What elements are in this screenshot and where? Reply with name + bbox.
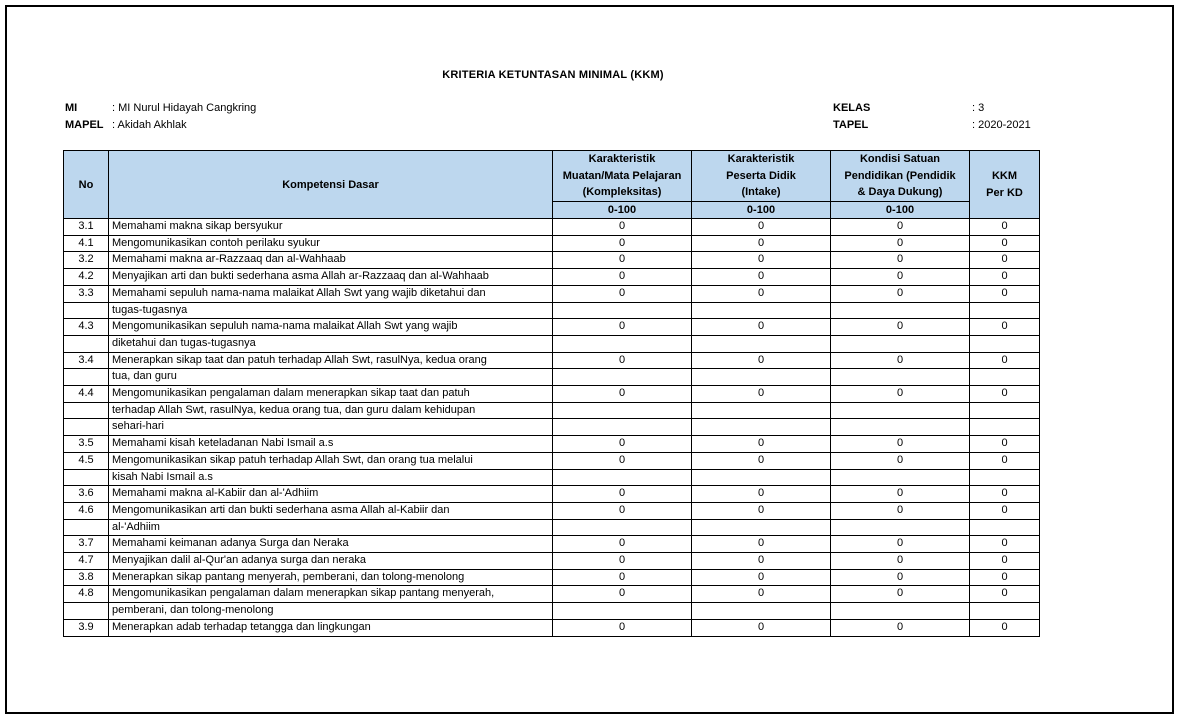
table-row: [64, 586, 1040, 603]
row-kompetensi-dasar: Memahami kisah keteladanan Nabi Ismail a.s: [109, 436, 553, 453]
row-kompleksitas: 0: [553, 436, 692, 453]
row-intake: 0: [692, 619, 831, 636]
kkm-table: [63, 150, 1040, 637]
row-intake: 0: [692, 502, 831, 519]
row-kkm: [970, 335, 1040, 352]
row-kompleksitas: 0: [553, 352, 692, 369]
row-daya-dukung: 0: [831, 502, 970, 519]
header-c3: [831, 151, 970, 202]
row-kkm: 0: [970, 436, 1040, 453]
row-kompleksitas: 0: [553, 219, 692, 236]
row-kompleksitas: 0: [553, 319, 692, 336]
row-no: [64, 603, 109, 620]
row-kkm: 0: [970, 386, 1040, 403]
row-kompetensi-dasar: diketahui dan tugas-tugasnya: [109, 335, 553, 352]
row-kkm: 0: [970, 235, 1040, 252]
row-kkm: 0: [970, 486, 1040, 503]
row-no: [64, 519, 109, 536]
table-row: [64, 369, 1040, 386]
row-daya-dukung: 0: [831, 586, 970, 603]
row-daya-dukung: [831, 302, 970, 319]
row-intake: [692, 419, 831, 436]
row-no: 3.5: [64, 436, 109, 453]
header-no: No: [64, 151, 109, 219]
row-kkm: 0: [970, 536, 1040, 553]
header-kkm-line1: KKM: [991, 170, 1018, 182]
row-daya-dukung: [831, 402, 970, 419]
row-no: 4.3: [64, 319, 109, 336]
table-row: [64, 419, 1040, 436]
header-c2-line1: Karakteristik: [727, 153, 795, 166]
row-kompetensi-dasar: Memahami makna ar-Razzaaq dan al-Wahhaab: [109, 252, 553, 269]
row-daya-dukung: [831, 519, 970, 536]
table-row: [64, 319, 1040, 336]
row-intake: 0: [692, 235, 831, 252]
row-kompleksitas: 0: [553, 619, 692, 636]
row-kompetensi-dasar: tugas-tugasnya: [109, 302, 553, 319]
row-no: [64, 369, 109, 386]
table-row: [64, 302, 1040, 319]
row-intake: 0: [692, 285, 831, 302]
row-kompetensi-dasar: Mengomunikasikan pengalaman dalam menerapkan sikap taat dan patuh: [109, 386, 553, 403]
row-intake: [692, 369, 831, 386]
row-daya-dukung: 0: [831, 269, 970, 286]
row-kkm: 0: [970, 252, 1040, 269]
row-daya-dukung: 0: [831, 619, 970, 636]
row-kkm: [970, 419, 1040, 436]
table-row: [64, 553, 1040, 570]
table-row: [64, 619, 1040, 636]
row-daya-dukung: 0: [831, 352, 970, 369]
row-intake: [692, 469, 831, 486]
mapel-value: : Akidah Akhlak: [112, 119, 187, 131]
meta-tapel: [833, 119, 1031, 131]
row-kompleksitas: [553, 419, 692, 436]
row-no: 3.1: [64, 219, 109, 236]
row-kompleksitas: 0: [553, 569, 692, 586]
row-kkm: [970, 519, 1040, 536]
header-c3-line3: & Daya Dukung): [857, 186, 943, 199]
kelas-label: KELAS: [833, 102, 871, 114]
row-kkm: [970, 603, 1040, 620]
row-no: 4.1: [64, 235, 109, 252]
row-no: 3.9: [64, 619, 109, 636]
row-no: 4.7: [64, 553, 109, 570]
row-kompleksitas: 0: [553, 486, 692, 503]
row-kompetensi-dasar: Memahami makna al-Kabiir dan al-'Adhiim: [109, 486, 553, 503]
row-daya-dukung: 0: [831, 553, 970, 570]
table-row: [64, 219, 1040, 236]
row-no: [64, 302, 109, 319]
row-kompleksitas: 0: [553, 285, 692, 302]
row-kompetensi-dasar: pemberani, dan tolong-menolong: [109, 603, 553, 620]
table-row: [64, 352, 1040, 369]
row-kkm: 0: [970, 352, 1040, 369]
row-no: 4.2: [64, 269, 109, 286]
row-kompetensi-dasar: Menerapkan sikap pantang menyerah, pemberani, dan tolong-menolong: [109, 569, 553, 586]
row-kompetensi-dasar: Mengomunikasikan arti dan bukti sederhana asma Allah al-Kabiir dan: [109, 502, 553, 519]
row-intake: [692, 519, 831, 536]
header-kkm: [970, 151, 1040, 219]
table-row: [64, 502, 1040, 519]
mi-label: MI: [65, 102, 78, 114]
kkm-table-body: [64, 219, 1040, 637]
row-kompetensi-dasar: Menerapkan sikap taat dan patuh terhadap Allah Swt, rasulNya, kedua orang: [109, 352, 553, 369]
tapel-value: : 2020-2021: [972, 119, 1031, 131]
kelas-value: : 3: [972, 102, 985, 114]
table-row: [64, 436, 1040, 453]
row-daya-dukung: [831, 419, 970, 436]
row-intake: 0: [692, 569, 831, 586]
row-kompetensi-dasar: Memahami sepuluh nama-nama malaikat Allah Swt yang wajib diketahui dan: [109, 285, 553, 302]
table-row: [64, 469, 1040, 486]
row-kkm: 0: [970, 319, 1040, 336]
row-kompleksitas: [553, 603, 692, 620]
row-kkm: 0: [970, 452, 1040, 469]
row-kompetensi-dasar: Mengomunikasikan sikap patuh terhadap Allah Swt, dan orang tua melalui: [109, 452, 553, 469]
row-kompetensi-dasar: Mengomunikasikan pengalaman dalam menerapkan sikap pantang menyerah,: [109, 586, 553, 603]
row-kompetensi-dasar: terhadap Allah Swt, rasulNya, kedua orang tua, dan guru dalam kehidupan: [109, 402, 553, 419]
row-kkm: 0: [970, 586, 1040, 603]
row-intake: 0: [692, 553, 831, 570]
row-no: 4.5: [64, 452, 109, 469]
row-daya-dukung: [831, 335, 970, 352]
header-c3-line2: Pendidikan (Pendidik: [844, 169, 956, 182]
row-daya-dukung: 0: [831, 319, 970, 336]
row-no: 3.4: [64, 352, 109, 369]
row-intake: 0: [692, 269, 831, 286]
row-kkm: 0: [970, 219, 1040, 236]
row-daya-dukung: 0: [831, 219, 970, 236]
row-kompetensi-dasar: Menerapkan adab terhadap tetangga dan lingkungan: [109, 619, 553, 636]
mi-value: : MI Nurul Hidayah Cangkring: [112, 102, 257, 114]
header-range-c3: 0-100: [831, 202, 970, 219]
row-kompetensi-dasar: al-'Adhiim: [109, 519, 553, 536]
row-no: 3.2: [64, 252, 109, 269]
table-row: [64, 536, 1040, 553]
row-kompleksitas: 0: [553, 536, 692, 553]
row-kompleksitas: [553, 369, 692, 386]
row-kompleksitas: [553, 469, 692, 486]
row-intake: 0: [692, 386, 831, 403]
row-kompleksitas: 0: [553, 502, 692, 519]
row-kompetensi-dasar: Memahami keimanan adanya Surga dan Neraka: [109, 536, 553, 553]
meta-mapel: [65, 119, 187, 131]
row-kkm: 0: [970, 269, 1040, 286]
page-title: KRITERIA KETUNTASAN MINIMAL (KKM): [442, 69, 664, 81]
row-daya-dukung: 0: [831, 235, 970, 252]
row-daya-dukung: [831, 369, 970, 386]
row-kkm: 0: [970, 285, 1040, 302]
table-row: [64, 386, 1040, 403]
row-kompleksitas: 0: [553, 586, 692, 603]
row-intake: 0: [692, 586, 831, 603]
table-row: [64, 452, 1040, 469]
row-intake: 0: [692, 352, 831, 369]
row-kompleksitas: [553, 402, 692, 419]
table-row: [64, 285, 1040, 302]
header-c2-line2: Peserta Didik: [726, 169, 796, 182]
row-kkm: [970, 302, 1040, 319]
row-daya-dukung: [831, 603, 970, 620]
row-kompleksitas: 0: [553, 386, 692, 403]
row-intake: [692, 302, 831, 319]
row-no: 4.8: [64, 586, 109, 603]
row-kompleksitas: 0: [553, 452, 692, 469]
row-daya-dukung: 0: [831, 285, 970, 302]
table-row: [64, 603, 1040, 620]
row-kkm: 0: [970, 569, 1040, 586]
row-kkm: 0: [970, 553, 1040, 570]
row-no: 3.3: [64, 285, 109, 302]
row-kompleksitas: [553, 519, 692, 536]
row-kompleksitas: [553, 335, 692, 352]
row-kompetensi-dasar: Mengomunikasikan sepuluh nama-nama malaikat Allah Swt yang wajib: [109, 319, 553, 336]
row-no: 3.6: [64, 486, 109, 503]
row-intake: 0: [692, 536, 831, 553]
row-daya-dukung: 0: [831, 452, 970, 469]
row-no: [64, 419, 109, 436]
meta-kelas: [833, 102, 984, 114]
table-row: [64, 335, 1040, 352]
row-daya-dukung: 0: [831, 486, 970, 503]
row-kompetensi-dasar: tua, dan guru: [109, 369, 553, 386]
table-row: [64, 269, 1040, 286]
row-daya-dukung: 0: [831, 386, 970, 403]
row-kkm: 0: [970, 619, 1040, 636]
mapel-label: MAPEL: [65, 119, 104, 131]
header-range-c2: 0-100: [692, 202, 831, 219]
row-kompetensi-dasar: kisah Nabi Ismail a.s: [109, 469, 553, 486]
row-no: [64, 469, 109, 486]
header-kkm-line2: Per KD: [986, 186, 1023, 199]
table-row: [64, 486, 1040, 503]
row-kkm: [970, 369, 1040, 386]
table-row: [64, 402, 1040, 419]
row-daya-dukung: 0: [831, 536, 970, 553]
row-daya-dukung: 0: [831, 436, 970, 453]
table-row: [64, 235, 1040, 252]
row-intake: 0: [692, 436, 831, 453]
header-c3-line1: Kondisi Satuan: [859, 153, 941, 166]
table-row: [64, 569, 1040, 586]
row-kompleksitas: 0: [553, 235, 692, 252]
row-no: [64, 335, 109, 352]
row-kkm: 0: [970, 502, 1040, 519]
row-intake: 0: [692, 219, 831, 236]
row-intake: 0: [692, 452, 831, 469]
header-c1-line3: (Kompleksitas): [582, 186, 662, 199]
row-daya-dukung: [831, 469, 970, 486]
table-row: [64, 519, 1040, 536]
header-c2-line3: (Intake): [741, 186, 781, 199]
row-no: 3.7: [64, 536, 109, 553]
tapel-label: TAPEL: [833, 119, 869, 131]
row-kompetensi-dasar: Menyajikan dalil al-Qur'an adanya surga dan neraka: [109, 553, 553, 570]
header-range-c1: 0-100: [553, 202, 692, 219]
header-c1-line1: Karakteristik: [588, 153, 656, 166]
row-kompleksitas: [553, 302, 692, 319]
row-intake: 0: [692, 252, 831, 269]
row-intake: 0: [692, 319, 831, 336]
row-kompetensi-dasar: Memahami makna sikap bersyukur: [109, 219, 553, 236]
row-intake: [692, 402, 831, 419]
row-kompleksitas: 0: [553, 269, 692, 286]
meta-mi: [65, 102, 256, 114]
row-intake: [692, 603, 831, 620]
row-kompetensi-dasar: sehari-hari: [109, 419, 553, 436]
row-daya-dukung: 0: [831, 569, 970, 586]
row-kompetensi-dasar: Mengomunikasikan contoh perilaku syukur: [109, 235, 553, 252]
row-no: [64, 402, 109, 419]
row-kkm: [970, 402, 1040, 419]
row-daya-dukung: 0: [831, 252, 970, 269]
table-row: [64, 252, 1040, 269]
header-row: [64, 151, 1040, 202]
header-c1-line2: Muatan/Mata Pelajaran: [562, 169, 682, 182]
row-kkm: [970, 469, 1040, 486]
row-no: 4.6: [64, 502, 109, 519]
header-kd: Kompetensi Dasar: [109, 151, 553, 219]
header-c1: [553, 151, 692, 202]
row-kompleksitas: 0: [553, 553, 692, 570]
row-intake: [692, 335, 831, 352]
row-kompetensi-dasar: Menyajikan arti dan bukti sederhana asma Allah ar-Razzaaq dan al-Wahhaab: [109, 269, 553, 286]
row-intake: 0: [692, 486, 831, 503]
header-c2: [692, 151, 831, 202]
row-no: 3.8: [64, 569, 109, 586]
row-kompleksitas: 0: [553, 252, 692, 269]
row-no: 4.4: [64, 386, 109, 403]
